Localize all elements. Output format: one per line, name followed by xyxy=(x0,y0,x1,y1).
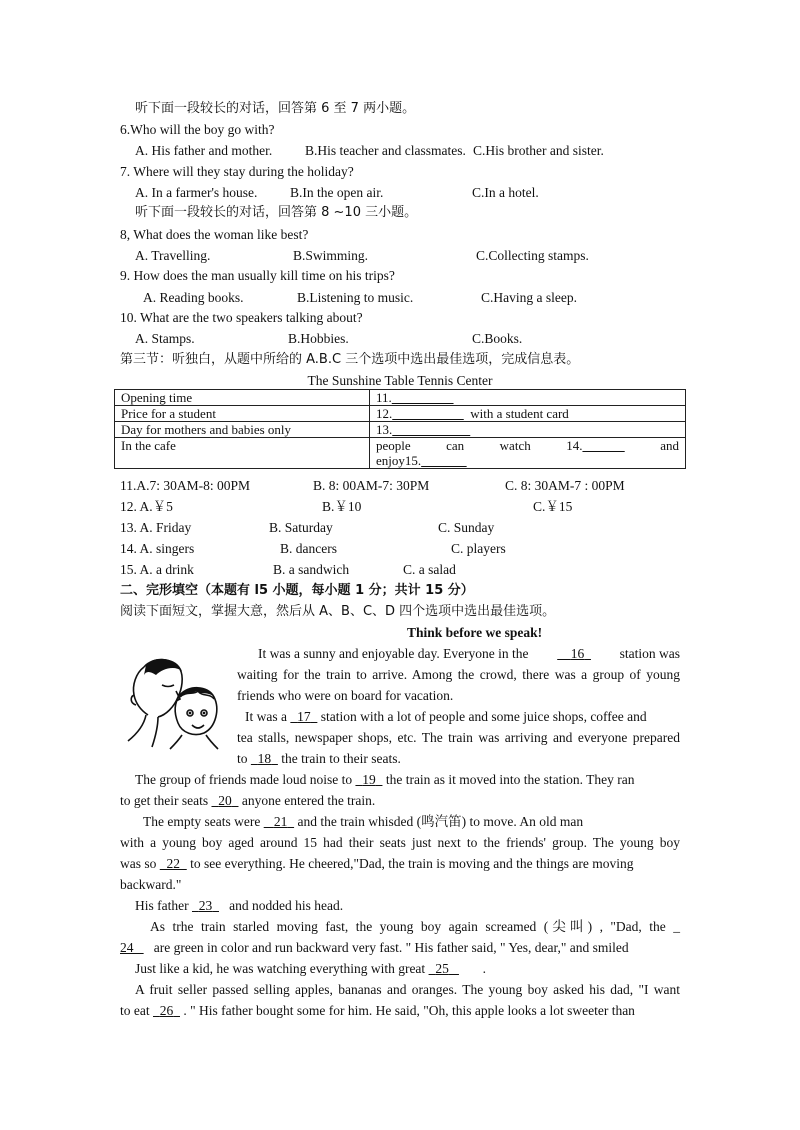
q9-option-b: B.Listening to music. xyxy=(297,290,414,305)
q9-option-a: A. Reading books. xyxy=(143,290,244,305)
blank-number: 25 xyxy=(435,961,449,976)
q15-option-b: B. a sandwich xyxy=(273,562,350,577)
text: to xyxy=(237,751,248,766)
q13-option-a: 13. A. Friday xyxy=(120,520,192,535)
blank-13: 13. xyxy=(376,422,393,437)
passage-title: Think before we speak! xyxy=(407,625,543,640)
table-row xyxy=(115,390,686,406)
table-row xyxy=(115,438,686,469)
p8-line-2 xyxy=(120,1003,680,1019)
p3-line-2 xyxy=(120,793,375,809)
p7-line xyxy=(135,961,486,977)
table-cell-label: Price for a student xyxy=(115,406,370,422)
q11-option-a: 11.A.7: 30AM-8: 00PM xyxy=(120,478,251,493)
p3-line-1 xyxy=(135,772,635,788)
text: to eat xyxy=(120,1003,150,1018)
blank-number: 26 xyxy=(159,1003,174,1018)
q14-option-c: C. players xyxy=(451,541,506,556)
p4-line-4: backward." xyxy=(120,877,182,892)
blank-26 xyxy=(153,1003,180,1018)
p1-line-1 xyxy=(258,646,680,662)
blank-11: 11. xyxy=(376,390,392,405)
q6-option-a: A. His father and mother. xyxy=(135,143,273,158)
blank-14: 14. xyxy=(566,438,583,453)
p4-line-3 xyxy=(120,856,634,872)
text: Just like a kid, he was watching everything with great xyxy=(135,961,426,976)
word: and xyxy=(660,438,679,453)
text: anyone entered the train. xyxy=(241,793,376,808)
blank-21 xyxy=(264,814,294,829)
blank-18 xyxy=(251,751,278,766)
blank-23 xyxy=(192,898,219,913)
blank-14-wrap xyxy=(566,438,625,453)
blank-number: 21 xyxy=(273,814,288,829)
q9-option-c: C.Having a sleep. xyxy=(481,290,577,305)
blank-number: 19 xyxy=(362,772,376,787)
blank-line xyxy=(421,453,467,468)
q8-option-a: A. Travelling. xyxy=(135,248,211,263)
father-son-illustration xyxy=(122,655,222,750)
p2-line-3 xyxy=(237,751,401,767)
p2-line-1 xyxy=(245,709,680,725)
blank-24 xyxy=(120,940,144,955)
text: . " His father bought some for him. He said, "Oh, this apple looks a lot sweeter than xyxy=(183,1003,635,1018)
q6-option-c: C.His brother and sister. xyxy=(473,143,604,158)
table-title: The Sunshine Table Tennis Center xyxy=(307,373,493,388)
question-8: 8, What does the woman like best? xyxy=(120,227,309,242)
text: station was xyxy=(619,646,680,661)
q8-option-c: C.Collecting stamps. xyxy=(476,248,589,263)
blank-25 xyxy=(429,961,459,976)
q15-option-c: C. a salad xyxy=(403,562,456,577)
table-cell-label: In the cafe xyxy=(115,438,370,469)
table-row xyxy=(115,422,686,438)
instruction-8-10: 听下面一段较长的对话，回答第 8 ~10 三小题。 xyxy=(135,205,418,220)
q10-option-a: A. Stamps. xyxy=(135,331,195,346)
blank-12: 12. xyxy=(376,406,393,421)
blank-line xyxy=(392,422,470,437)
cafe-line-1 xyxy=(376,438,679,453)
question-9: 9. How does the man usually kill time on his trips? xyxy=(120,268,395,283)
section3-instruction: 第三节：听独白，从题中所给的 A.B.C 三个选项中选出最佳选项，完成信息表。 xyxy=(120,352,580,367)
q10-option-b: B.Hobbies. xyxy=(288,331,349,346)
q12-option-c: C.￥15 xyxy=(533,499,573,514)
blank-underline xyxy=(557,646,591,661)
justify-line xyxy=(258,646,680,662)
q7-option-a: A. In a farmer's house. xyxy=(135,185,258,200)
text: and the train whisded (鸣汽笛) to move. An old man xyxy=(297,814,584,829)
blank-number: 17 xyxy=(297,709,311,724)
p8-line-1: A fruit seller passed selling apples, bananas and oranges. The young boy asked his dad, "I want xyxy=(135,982,680,997)
text: station with a lot of people and some juice shops, coffee and xyxy=(320,709,647,724)
q8-option-b: B.Swimming. xyxy=(293,248,369,263)
blank-22 xyxy=(160,856,187,871)
q6-option-b: B.His teacher and classmates. xyxy=(305,143,466,158)
q11-option-b: B. 8: 00AM-7: 30PM xyxy=(313,478,430,493)
p1-line-3: friends who were on board for vacation. xyxy=(237,688,454,703)
cloze-instruction: 阅读下面短文，掌握大意，然后从 A、B、C、D 四个选项中选出最佳选项。 xyxy=(120,604,556,619)
blank-15: enjoy15. xyxy=(376,453,422,468)
text: It was a sunny and enjoyable day. Everyone in the xyxy=(258,646,529,661)
text: was so xyxy=(120,856,157,871)
info-table xyxy=(114,389,686,469)
text: to see everything. He cheered,"Dad, the train is moving and the things are moving xyxy=(190,856,634,871)
table-cell-value xyxy=(370,406,686,422)
table-cell-value xyxy=(370,438,686,469)
table-cell-label: Day for mothers and babies only xyxy=(115,422,370,438)
blank-number: 16 xyxy=(570,646,585,661)
question-6: 6.Who will the boy go with? xyxy=(120,122,275,137)
text: The empty seats were xyxy=(143,814,261,829)
blank-number: 20 xyxy=(218,793,232,808)
q12-option-a: 12. A.￥5 xyxy=(120,499,173,514)
text: The group of friends made loud noise to xyxy=(135,772,353,787)
text: are green in color and run backward very fast. " His father said, " Yes, dear," and smiled xyxy=(153,940,629,955)
q13-option-c: C. Sunday xyxy=(438,520,495,535)
student-card-text: with a student card xyxy=(470,406,569,421)
cafe-line-2 xyxy=(376,453,679,468)
blank-19 xyxy=(355,772,382,787)
p4-line-1 xyxy=(143,814,583,830)
q14-option-b: B. dancers xyxy=(280,541,337,556)
p4-line-2: with a young boy aged around 15 had their seats just next to the friends' group. The young boy xyxy=(120,835,680,850)
text: His father xyxy=(135,898,189,913)
q15-option-a: 15. A. a drink xyxy=(120,562,194,577)
text: the train to their seats. xyxy=(281,751,401,766)
blank-number: 22 xyxy=(166,856,180,871)
blank-line xyxy=(582,438,624,453)
p6-line-1: As trhe train starled moving fast, the young boy again screamed (尖叫) , "Dad, the _ xyxy=(150,919,680,934)
q12-option-b: B.￥10 xyxy=(322,499,362,514)
question-7: 7. Where will they stay during the holiday? xyxy=(120,164,354,179)
q14-option-a: 14. A. singers xyxy=(120,541,195,556)
text: and nodded his head. xyxy=(229,898,344,913)
blank-number: 24 xyxy=(120,940,134,955)
table-cell-value xyxy=(370,390,686,406)
text: to get their seats xyxy=(120,793,209,808)
p2-line-2: tea stalls, newspaper shops, etc. The train was arriving and everyone prepared xyxy=(237,730,680,745)
cloze-heading: 二、完形填空（本题有 l5 小题，每小题 1 分；共计 15 分） xyxy=(120,583,474,598)
blank-16 xyxy=(557,646,591,662)
p1-line-2: waiting for the train to arrive. Among the crowd, there was a group of young xyxy=(237,667,680,682)
q7-option-b: B.In the open air. xyxy=(290,185,384,200)
blank-line xyxy=(392,390,454,405)
word: watch xyxy=(499,438,531,453)
q13-option-b: B. Saturday xyxy=(269,520,333,535)
p5-line xyxy=(135,898,343,914)
blank-20 xyxy=(211,793,238,808)
table-cell-value xyxy=(370,422,686,438)
blank-number: 23 xyxy=(198,898,213,913)
instruction-6-7: 听下面一段较长的对话，回答第 6 至 7 两小题。 xyxy=(135,101,416,116)
blank-line xyxy=(392,406,464,421)
p6-line-2 xyxy=(120,940,629,956)
text: . xyxy=(482,961,486,976)
table-row xyxy=(115,406,686,422)
text: the train as it moved into the station. They ran xyxy=(385,772,635,787)
blank-number: 18 xyxy=(257,751,272,766)
blank-17 xyxy=(290,709,317,724)
word: can xyxy=(446,438,465,453)
question-10: 10. What are the two speakers talking about? xyxy=(120,310,363,325)
word: people xyxy=(376,438,411,453)
text: It was a xyxy=(245,709,287,724)
q7-option-c: C.In a hotel. xyxy=(472,185,539,200)
q10-option-c: C.Books. xyxy=(472,331,523,346)
table-cell-label: Opening time xyxy=(115,390,370,406)
q11-option-c: C. 8: 30AM-7 : 00PM xyxy=(505,478,625,493)
